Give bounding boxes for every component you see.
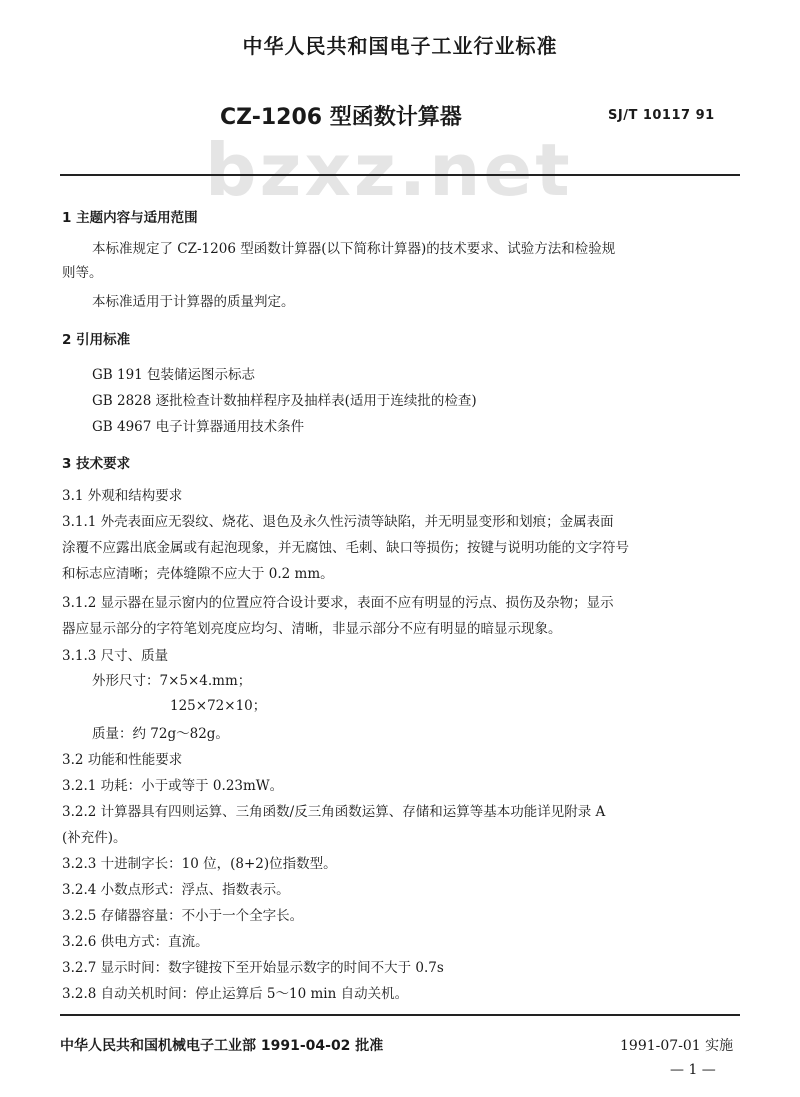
body-line: 3.1.3 尺寸、质量: [62, 648, 169, 664]
bottom-divider: [60, 1014, 740, 1016]
body-line: 3.2.6 供电方式：直流。: [62, 934, 209, 950]
body-line: GB 4967 电子计算器通用技术条件: [92, 419, 305, 435]
body-line: 3.1.2 显示器在显示窗内的位置应符合设计要求，表面不应有明显的污点、损伤及杂物；显示: [62, 595, 614, 611]
body-line: 3.1 外观和结构要求: [62, 488, 183, 504]
body-line: 涂覆不应露出底金属或有起泡现象，并无腐蚀、毛刺、缺口等损伤；按键与说明功能的文字符号: [62, 540, 629, 556]
body-line: 125×72×10；: [170, 698, 267, 714]
section-heading: 2 引用标准: [62, 332, 131, 348]
body-line: 和标志应清晰；壳体缝隙不应大于 0.2 mm。: [62, 566, 334, 582]
body-line: 质量：约 72g～82g。: [92, 726, 229, 742]
body-line: 本标准规定了 CZ-1206 型函数计算器(以下简称计算器)的技术要求、试验方法和检验规: [92, 241, 616, 257]
body-line: 3.1.1 外壳表面应无裂纹、烧花、退色及永久性污渍等缺陷，并无明显变形和划痕；金属表面: [62, 514, 614, 530]
watermark: bzxz.net: [205, 128, 573, 212]
body-line: 3.2.1 功耗：小于或等于 0.23mW。: [62, 778, 284, 794]
body-line: 则等。: [62, 265, 103, 281]
implementation-date: 1991-07-01 实施: [620, 1038, 734, 1054]
body-line: 3.2 功能和性能要求: [62, 752, 183, 768]
approval-line: 中华人民共和国机械电子工业部 1991-04-02 批准: [60, 1038, 384, 1054]
body-line: 3.2.3 十进制字长：10 位，(8+2)位指数型。: [62, 856, 337, 872]
body-line: 器应显示部分的字符笔划亮度应均匀、清晰，非显示部分不应有明显的暗显示现象。: [62, 621, 562, 637]
section-heading: 3 技术要求: [62, 456, 131, 472]
body-line: 3.2.7 显示时间：数字键按下至开始显示数字的时间不大于 0.7s: [62, 960, 444, 976]
body-line: 3.2.2 计算器具有四则运算、三角函数/反三角函数运算、存储和运算等基本功能详见附录 A: [62, 804, 606, 820]
top-divider: [60, 174, 740, 176]
section-heading: 1 主题内容与适用范围: [62, 210, 198, 226]
body-line: GB 2828 逐批检查计数抽样程序及抽样表(适用于连续批的检查): [92, 393, 477, 409]
body-line: 3.2.4 小数点形式：浮点、指数表示。: [62, 882, 290, 898]
standard-code: SJ/T 10117 91: [608, 108, 715, 123]
body-line: GB 191 包装储运图示标志: [92, 367, 256, 383]
body-line: 外形尺寸：7×5×4.mm；: [92, 673, 252, 689]
org-header-title: 中华人民共和国电子工业行业标准: [242, 34, 558, 58]
body-line: (补充件)。: [62, 830, 127, 846]
document-title: CZ-1206 型函数计算器: [220, 105, 462, 130]
body-line: 本标准适用于计算器的质量判定。: [92, 294, 295, 310]
body-line: 3.2.8 自动关机时间：停止运算后 5～10 min 自动关机。: [62, 986, 409, 1002]
body-line: 3.2.5 存储器容量：不小于一个全字长。: [62, 908, 304, 924]
page-number: — 1 —: [670, 1062, 716, 1078]
